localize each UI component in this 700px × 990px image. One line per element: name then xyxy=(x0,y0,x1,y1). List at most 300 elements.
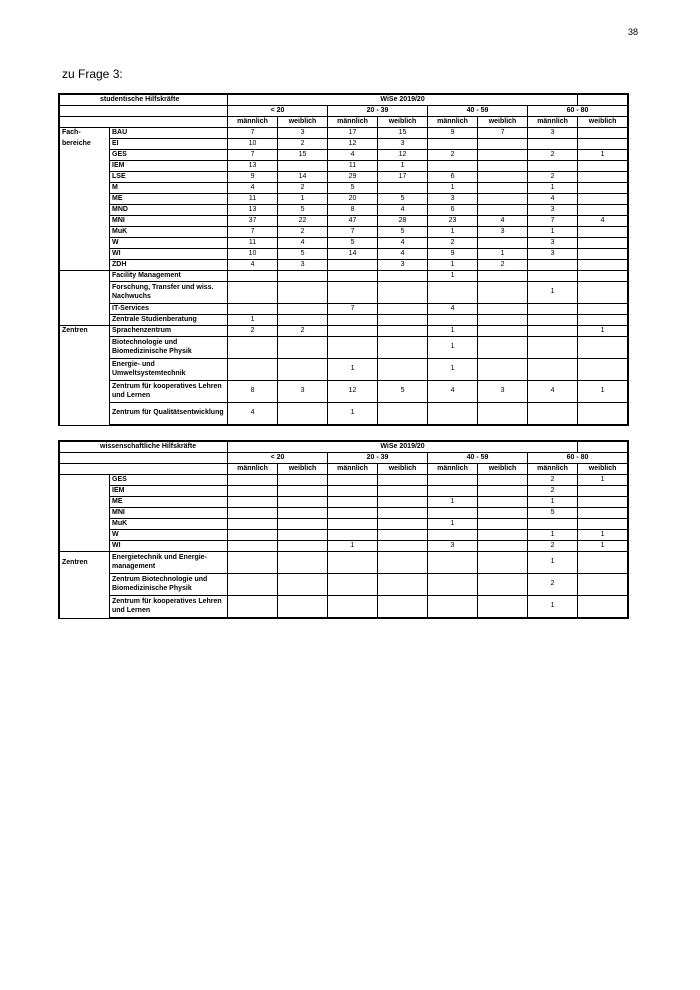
value-cell: 1 xyxy=(328,541,378,552)
value-cell xyxy=(228,271,278,282)
value-cell xyxy=(578,205,628,216)
value-cell: 3 xyxy=(528,238,578,249)
value-cell: 4 xyxy=(478,216,528,227)
value-cell: 3 xyxy=(278,381,328,403)
table-row xyxy=(60,326,628,337)
table-row xyxy=(60,574,628,596)
value-cell xyxy=(278,359,328,381)
value-cell: 3 xyxy=(378,260,428,271)
value-cell xyxy=(478,161,528,172)
gender-header-male: männlich xyxy=(328,117,378,128)
value-cell xyxy=(278,497,328,508)
value-cell: 47 xyxy=(328,216,378,227)
value-cell: 1 xyxy=(528,530,578,541)
unit-label: GES xyxy=(110,475,228,486)
value-cell xyxy=(428,486,478,497)
value-cell: 6 xyxy=(428,205,478,216)
value-cell xyxy=(378,304,428,315)
unit-label: M xyxy=(110,183,228,194)
value-cell xyxy=(378,475,428,486)
group-label xyxy=(60,497,110,508)
value-cell xyxy=(428,530,478,541)
value-cell xyxy=(428,315,478,326)
value-cell xyxy=(478,238,528,249)
value-cell xyxy=(228,530,278,541)
value-cell xyxy=(278,304,328,315)
value-cell: 3 xyxy=(528,249,578,260)
value-cell: 5 xyxy=(528,508,578,519)
age-group-header: 60 - 80 xyxy=(528,106,628,117)
value-cell: 4 xyxy=(378,238,428,249)
table-row xyxy=(60,530,628,541)
value-cell: 1 xyxy=(428,271,478,282)
value-cell xyxy=(578,508,628,519)
value-cell: 2 xyxy=(428,150,478,161)
gender-header-male: männlich xyxy=(328,464,378,475)
value-cell: 11 xyxy=(228,194,278,205)
table-row xyxy=(60,508,628,519)
term-label: WiSe 2019/20 xyxy=(228,442,578,453)
header-blank xyxy=(578,442,628,453)
group-label xyxy=(60,475,110,486)
header-blank xyxy=(60,106,228,117)
value-cell xyxy=(328,315,378,326)
value-cell xyxy=(278,271,328,282)
group-label xyxy=(60,508,110,519)
value-cell xyxy=(578,128,628,139)
unit-label: Energie- und Umweltsystemtechnik xyxy=(110,359,228,381)
value-cell xyxy=(328,326,378,337)
value-cell: 6 xyxy=(428,172,478,183)
table-row xyxy=(60,227,628,238)
unit-label: Zentrale Studienberatung xyxy=(110,315,228,326)
value-cell: 10 xyxy=(228,139,278,150)
value-cell xyxy=(478,530,528,541)
value-cell xyxy=(278,475,328,486)
value-cell xyxy=(478,304,528,315)
value-cell xyxy=(378,337,428,359)
value-cell: 4 xyxy=(428,381,478,403)
unit-label: MNI xyxy=(110,508,228,519)
table-row xyxy=(60,216,628,227)
value-cell xyxy=(378,271,428,282)
value-cell xyxy=(328,337,378,359)
age-group-header: 20 - 39 xyxy=(328,453,428,464)
group-label xyxy=(60,161,110,172)
value-cell xyxy=(478,497,528,508)
value-cell xyxy=(478,337,528,359)
value-cell xyxy=(428,139,478,150)
gender-header-female: weiblich xyxy=(478,464,528,475)
value-cell: 14 xyxy=(328,249,378,260)
value-cell xyxy=(478,139,528,150)
unit-label: ME xyxy=(110,194,228,205)
unit-label: LSE xyxy=(110,172,228,183)
gender-header-male: männlich xyxy=(528,464,578,475)
value-cell xyxy=(578,486,628,497)
value-cell: 4 xyxy=(378,249,428,260)
table-title: studentische Hilfskräfte xyxy=(60,95,228,106)
group-label xyxy=(60,381,110,403)
value-cell: 2 xyxy=(528,486,578,497)
value-cell xyxy=(228,541,278,552)
value-cell xyxy=(378,508,428,519)
value-cell xyxy=(278,541,328,552)
value-cell: 13 xyxy=(228,161,278,172)
value-cell: 11 xyxy=(228,238,278,249)
group-label: Zentren xyxy=(60,552,110,574)
value-cell xyxy=(328,508,378,519)
group-label xyxy=(60,172,110,183)
value-cell: 1 xyxy=(478,249,528,260)
value-cell xyxy=(578,194,628,205)
value-cell xyxy=(378,541,428,552)
age-group-header: 60 - 80 xyxy=(528,453,628,464)
unit-label: Zentrum für kooperatives Lehren und Lernen xyxy=(110,596,228,618)
value-cell: 1 xyxy=(578,530,628,541)
value-cell: 3 xyxy=(528,205,578,216)
value-cell xyxy=(328,519,378,530)
value-cell: 22 xyxy=(278,216,328,227)
value-cell: 14 xyxy=(278,172,328,183)
value-cell xyxy=(228,508,278,519)
value-cell xyxy=(578,574,628,596)
value-cell xyxy=(428,574,478,596)
value-cell xyxy=(278,161,328,172)
value-cell xyxy=(378,574,428,596)
value-cell xyxy=(528,271,578,282)
student-assistants-table xyxy=(59,94,628,425)
unit-label: Sprachenzentrum xyxy=(110,326,228,337)
value-cell xyxy=(378,486,428,497)
group-label: Fach- xyxy=(60,128,110,139)
value-cell: 4 xyxy=(278,238,328,249)
value-cell: 7 xyxy=(228,150,278,161)
value-cell: 3 xyxy=(428,541,478,552)
table-row xyxy=(60,150,628,161)
section-heading: zu Frage 3: xyxy=(62,67,123,81)
value-cell xyxy=(578,315,628,326)
value-cell xyxy=(528,161,578,172)
table-row xyxy=(60,260,628,271)
value-cell xyxy=(478,172,528,183)
table-row xyxy=(60,541,628,552)
table-row xyxy=(60,238,628,249)
value-cell xyxy=(578,227,628,238)
gender-header-female: weiblich xyxy=(278,464,328,475)
value-cell xyxy=(578,519,628,530)
value-cell xyxy=(378,359,428,381)
header-blank xyxy=(60,464,228,475)
value-cell xyxy=(428,475,478,486)
value-cell xyxy=(228,337,278,359)
table-row xyxy=(60,183,628,194)
value-cell: 2 xyxy=(278,227,328,238)
value-cell xyxy=(328,530,378,541)
value-cell xyxy=(228,497,278,508)
value-cell: 8 xyxy=(328,205,378,216)
group-label: Zentren xyxy=(60,326,110,337)
value-cell: 37 xyxy=(228,216,278,227)
value-cell xyxy=(578,183,628,194)
value-cell xyxy=(578,359,628,381)
value-cell xyxy=(528,315,578,326)
table-row xyxy=(60,359,628,381)
value-cell xyxy=(478,359,528,381)
value-cell xyxy=(528,359,578,381)
value-cell: 1 xyxy=(528,552,578,574)
value-cell: 7 xyxy=(478,128,528,139)
value-cell xyxy=(478,326,528,337)
term-label: WiSe 2019/20 xyxy=(228,95,578,106)
value-cell: 1 xyxy=(578,541,628,552)
value-cell: 7 xyxy=(228,227,278,238)
value-cell xyxy=(478,574,528,596)
group-label xyxy=(60,194,110,205)
value-cell xyxy=(528,260,578,271)
table-row xyxy=(60,486,628,497)
value-cell xyxy=(478,508,528,519)
value-cell xyxy=(328,552,378,574)
value-cell xyxy=(328,574,378,596)
value-cell xyxy=(578,403,628,425)
unit-label: EI xyxy=(110,139,228,150)
unit-label: W xyxy=(110,238,228,249)
unit-label: MNI xyxy=(110,216,228,227)
research-assistants-table xyxy=(59,441,628,618)
value-cell: 1 xyxy=(528,227,578,238)
gender-header-female: weiblich xyxy=(578,117,628,128)
group-label xyxy=(60,238,110,249)
unit-label: BAU xyxy=(110,128,228,139)
value-cell xyxy=(578,304,628,315)
value-cell: 2 xyxy=(528,150,578,161)
value-cell: 9 xyxy=(228,172,278,183)
value-cell: 2 xyxy=(278,139,328,150)
value-cell: 17 xyxy=(328,128,378,139)
unit-label: ME xyxy=(110,497,228,508)
value-cell xyxy=(378,403,428,425)
group-label xyxy=(60,216,110,227)
group-label xyxy=(60,403,110,425)
value-cell: 1 xyxy=(578,326,628,337)
gender-header-male: männlich xyxy=(428,464,478,475)
value-cell: 28 xyxy=(378,216,428,227)
group-label xyxy=(60,260,110,271)
page-number: 38 xyxy=(628,27,639,37)
value-cell: 1 xyxy=(428,337,478,359)
table-row xyxy=(60,205,628,216)
age-group-header: 20 - 39 xyxy=(328,106,428,117)
value-cell: 10 xyxy=(228,249,278,260)
value-cell xyxy=(378,530,428,541)
table-row xyxy=(60,161,628,172)
gender-header-male: männlich xyxy=(228,464,278,475)
age-group-header: < 20 xyxy=(228,106,328,117)
value-cell: 5 xyxy=(378,194,428,205)
header-blank xyxy=(60,453,228,464)
value-cell: 4 xyxy=(228,183,278,194)
value-cell: 1 xyxy=(378,161,428,172)
table-row xyxy=(60,315,628,326)
group-label xyxy=(60,183,110,194)
group-label xyxy=(60,541,110,552)
group-label xyxy=(60,596,110,618)
unit-label: MuK xyxy=(110,519,228,530)
value-cell xyxy=(428,596,478,618)
group-label xyxy=(60,205,110,216)
value-cell xyxy=(278,315,328,326)
value-cell xyxy=(578,139,628,150)
value-cell xyxy=(278,519,328,530)
value-cell xyxy=(478,596,528,618)
value-cell xyxy=(278,530,328,541)
value-cell: 1 xyxy=(278,194,328,205)
value-cell xyxy=(478,150,528,161)
value-cell xyxy=(378,552,428,574)
table-title: wissenschaftliche Hilfskräfte xyxy=(60,442,228,453)
value-cell: 3 xyxy=(478,381,528,403)
table-row xyxy=(60,337,628,359)
value-cell xyxy=(328,475,378,486)
value-cell xyxy=(528,403,578,425)
unit-label: IT-Services xyxy=(110,304,228,315)
value-cell: 1 xyxy=(428,326,478,337)
table-row xyxy=(60,304,628,315)
age-group-header: 40 - 59 xyxy=(428,106,528,117)
value-cell xyxy=(478,183,528,194)
group-label xyxy=(60,227,110,238)
unit-label: WI xyxy=(110,541,228,552)
value-cell: 12 xyxy=(328,381,378,403)
value-cell: 2 xyxy=(528,172,578,183)
table-row xyxy=(60,552,628,574)
value-cell xyxy=(228,475,278,486)
unit-label: Zentrum für kooperatives Lehren und Lernen xyxy=(110,381,228,403)
value-cell: 1 xyxy=(428,183,478,194)
value-cell xyxy=(228,519,278,530)
value-cell xyxy=(378,282,428,304)
unit-label: Zentrum für Qualitätsentwicklung xyxy=(110,403,228,425)
group-label xyxy=(60,530,110,541)
group-label: bereiche xyxy=(60,139,110,150)
value-cell xyxy=(428,508,478,519)
unit-label: MuK xyxy=(110,227,228,238)
value-cell: 2 xyxy=(528,574,578,596)
value-cell xyxy=(578,282,628,304)
value-cell xyxy=(478,541,528,552)
value-cell xyxy=(578,596,628,618)
value-cell: 7 xyxy=(228,128,278,139)
value-cell xyxy=(278,508,328,519)
unit-label: IEM xyxy=(110,161,228,172)
value-cell xyxy=(378,326,428,337)
value-cell: 5 xyxy=(278,249,328,260)
value-cell: 3 xyxy=(278,128,328,139)
value-cell xyxy=(528,326,578,337)
unit-label: Zentrum Biotechnologie und Biomedizinische Physik xyxy=(110,574,228,596)
value-cell xyxy=(378,315,428,326)
value-cell: 1 xyxy=(578,150,628,161)
value-cell: 1 xyxy=(328,359,378,381)
value-cell: 1 xyxy=(328,403,378,425)
value-cell: 1 xyxy=(578,475,628,486)
header-blank xyxy=(60,117,228,128)
value-cell: 29 xyxy=(328,172,378,183)
group-label xyxy=(60,574,110,596)
value-cell: 9 xyxy=(428,128,478,139)
value-cell: 5 xyxy=(378,381,428,403)
value-cell: 4 xyxy=(328,150,378,161)
value-cell: 2 xyxy=(478,260,528,271)
value-cell xyxy=(378,497,428,508)
group-label xyxy=(60,315,110,326)
value-cell: 1 xyxy=(578,381,628,403)
value-cell xyxy=(578,238,628,249)
value-cell: 8 xyxy=(228,381,278,403)
value-cell: 1 xyxy=(528,183,578,194)
value-cell xyxy=(278,403,328,425)
value-cell: 3 xyxy=(428,194,478,205)
value-cell: 5 xyxy=(378,227,428,238)
unit-label: ZDH xyxy=(110,260,228,271)
unit-label: MND xyxy=(110,205,228,216)
value-cell xyxy=(278,596,328,618)
value-cell xyxy=(528,337,578,359)
gender-header-female: weiblich xyxy=(378,464,428,475)
value-cell: 1 xyxy=(228,315,278,326)
value-cell xyxy=(378,596,428,618)
table-row xyxy=(60,497,628,508)
value-cell xyxy=(228,304,278,315)
gender-header-female: weiblich xyxy=(278,117,328,128)
table-row xyxy=(60,596,628,618)
gender-header-male: männlich xyxy=(228,117,278,128)
value-cell: 2 xyxy=(278,183,328,194)
group-label xyxy=(60,249,110,260)
group-label xyxy=(60,150,110,161)
value-cell: 12 xyxy=(378,150,428,161)
value-cell: 17 xyxy=(378,172,428,183)
value-cell xyxy=(578,161,628,172)
gender-header-male: männlich xyxy=(528,117,578,128)
value-cell xyxy=(528,304,578,315)
value-cell xyxy=(278,486,328,497)
value-cell: 4 xyxy=(528,194,578,205)
value-cell xyxy=(478,403,528,425)
value-cell: 15 xyxy=(378,128,428,139)
value-cell: 1 xyxy=(528,497,578,508)
value-cell: 2 xyxy=(278,326,328,337)
value-cell xyxy=(428,552,478,574)
value-cell: 3 xyxy=(528,128,578,139)
value-cell: 2 xyxy=(228,326,278,337)
value-cell xyxy=(478,282,528,304)
header-blank xyxy=(578,95,628,106)
value-cell: 2 xyxy=(528,475,578,486)
value-cell: 1 xyxy=(428,260,478,271)
group-label xyxy=(60,337,110,359)
value-cell xyxy=(278,282,328,304)
unit-label: IEM xyxy=(110,486,228,497)
value-cell xyxy=(578,271,628,282)
unit-label: GES xyxy=(110,150,228,161)
value-cell: 3 xyxy=(478,227,528,238)
value-cell xyxy=(378,183,428,194)
value-cell: 7 xyxy=(328,227,378,238)
value-cell: 2 xyxy=(428,238,478,249)
gender-header-male: männlich xyxy=(428,117,478,128)
